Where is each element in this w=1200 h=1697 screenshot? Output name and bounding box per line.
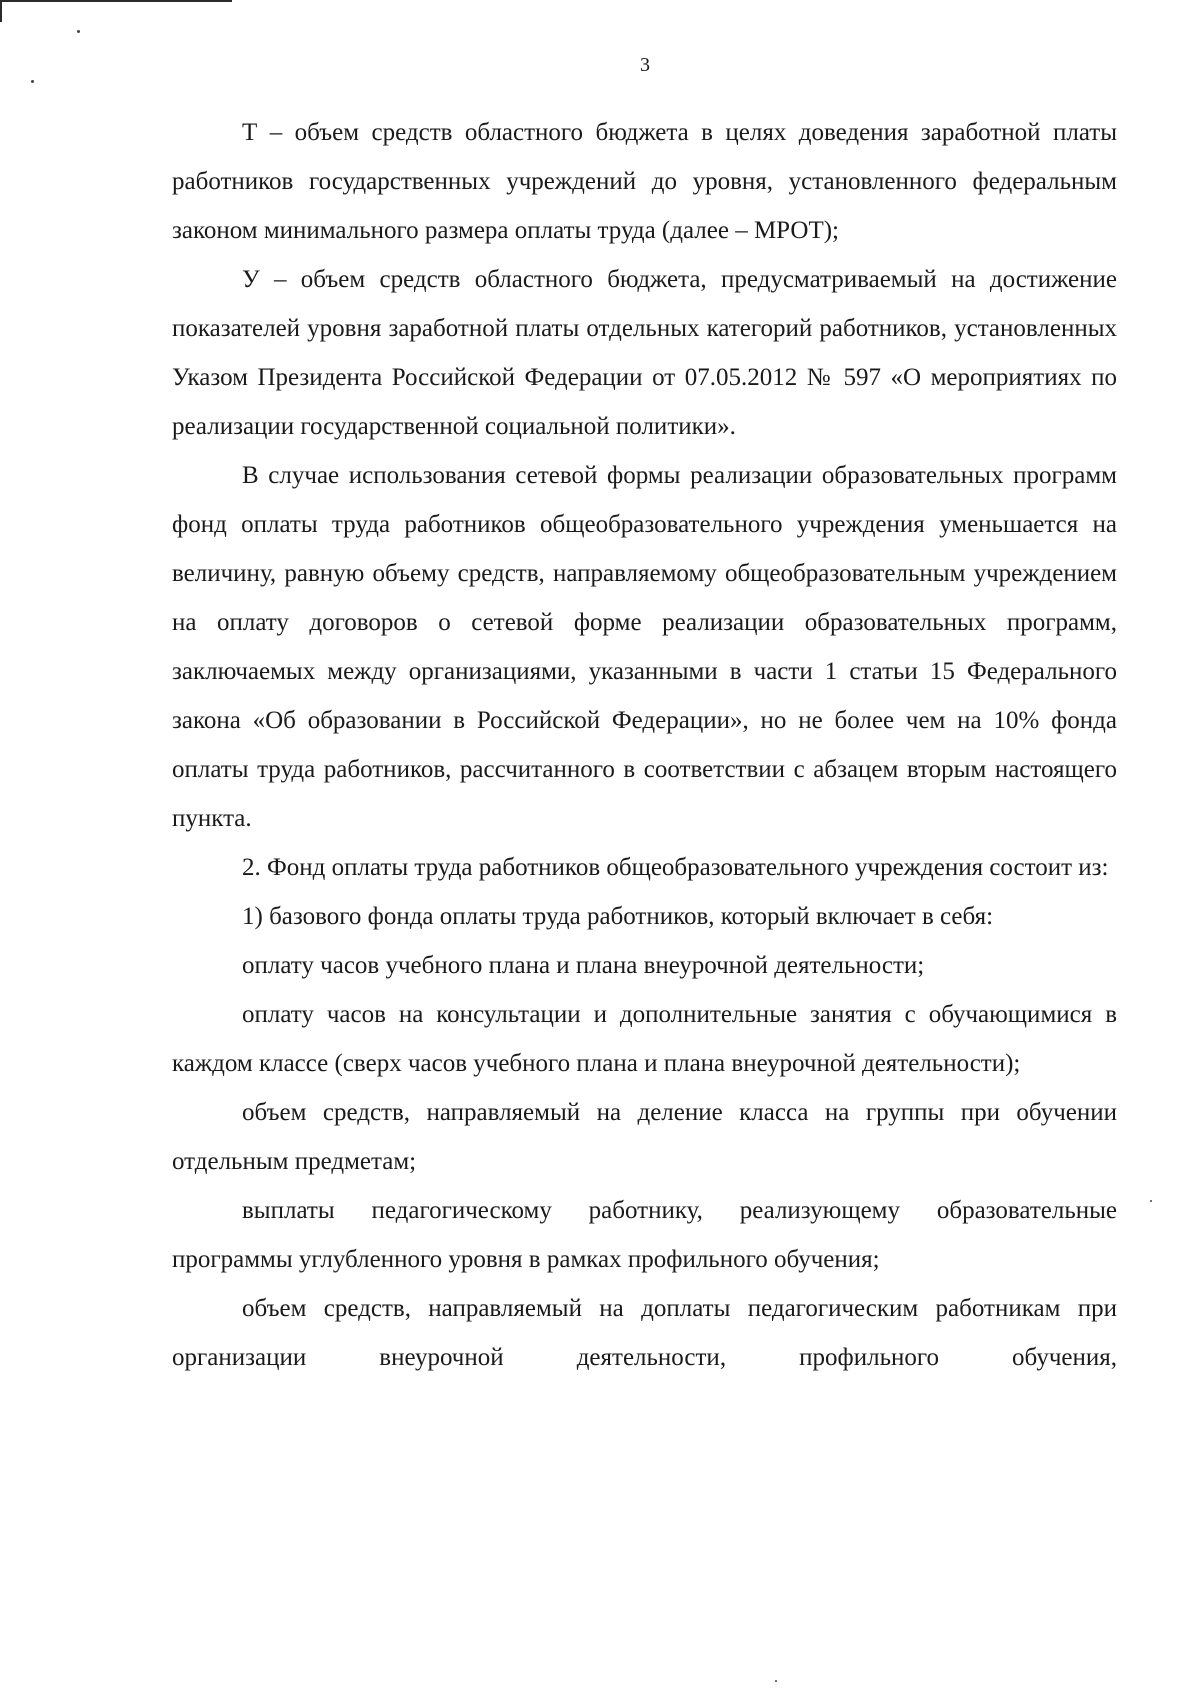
paragraph-u-definition: У – объем средств областного бюджета, предусматриваемый на достижение показателей уровня заработной платы отдельных категорий работников, установленных Указом Президента Российской Федерации от 07.05.2012 № 597 «О мероприятиях по реализации государственной социальной политики». [172, 266, 1117, 440]
document-body [172, 108, 1117, 1382]
scan-speck [77, 30, 80, 33]
scan-edge-top [0, 0, 232, 2]
page-number: 3 [640, 54, 650, 76]
paragraph-class-division: объем средств, направляемый на деление класса на группы при обучении отдельным предметам; [172, 1099, 1117, 1175]
scan-speck [31, 80, 34, 83]
paragraph-item-1: 1) базового фонда оплаты труда работников, который включает в себя: [242, 903, 994, 930]
paragraph-advanced-programs: выплаты педагогическому работнику, реализующему образовательные программы углубленного уровня в рамках профильного обучения; [172, 1197, 1117, 1273]
scan-speck [1150, 1200, 1152, 1202]
paragraph-network-form: В случае использования сетевой формы реализации образовательных программ фонд оплаты труда работников общеобразовательного учреждения уменьшается на величину, равную объему средств, направляемому общеобразовательным учреждением на оплату договоров о сетевой форме реализации образовательных программ, заключаемых между организациями, указанными в части 1 статьи 15 Федерального закона «Об образовании в Российской Федерации», но не более чем на 10% фонда оплаты труда работников, рассчитанного в соответствии с абзацем вторым настоящего пункта. [172, 462, 1117, 832]
paragraph-curriculum-hours: оплату часов учебного плана и плана внеурочной деятельности; [242, 952, 925, 979]
scan-edge-left [0, 0, 2, 22]
paragraph-section-2: 2. Фонд оплаты труда работников общеобразовательного учреждения состоит из: [242, 854, 1109, 881]
paragraph-t-definition: Т – объем средств областного бюджета в целях доведения заработной платы работников государственных учреждений до уровня, установленного федеральным законом минимального размера оплаты труда (далее – МРОТ); [172, 119, 1117, 244]
paragraph-consultation-hours: оплату часов на консультации и дополнительные занятия с обучающимися в каждом классе (сверх часов учебного плана и плана внеурочной деятельности); [172, 1001, 1117, 1077]
scan-speck [775, 1680, 777, 1682]
paragraph-teacher-bonuses: объем средств, направляемый на доплаты педагогическим работникам при организации внеурочной деятельности, профильного обучения, [172, 1295, 1117, 1371]
